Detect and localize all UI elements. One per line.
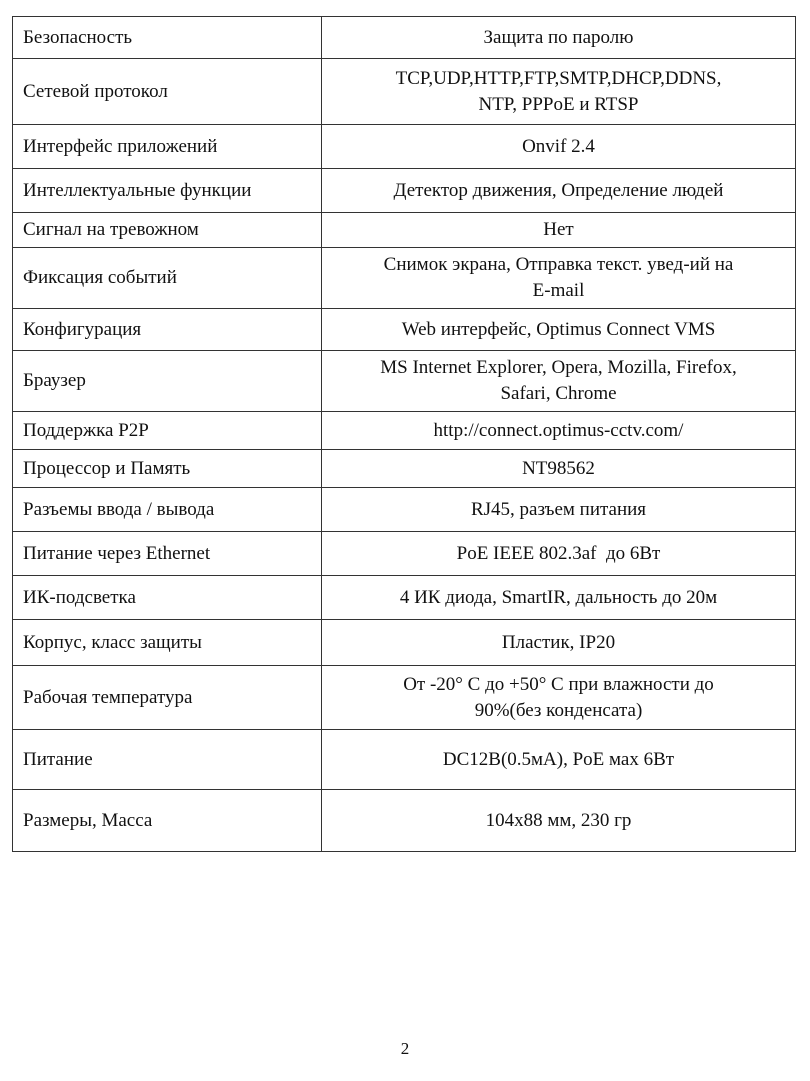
value-line: 90%(без конденсата) bbox=[474, 699, 643, 721]
row-value-app-interface: Onvif 2.4 bbox=[322, 125, 796, 169]
row-value-event-capture bbox=[322, 248, 796, 309]
row-label-event-capture: Фиксация событий bbox=[13, 248, 322, 309]
row-label-configuration: Конфигурация bbox=[13, 309, 322, 351]
table-row bbox=[13, 213, 796, 248]
value-line: MS Internet Explorer, Opera, Mozilla, Firefox, bbox=[380, 357, 737, 378]
row-label-app-interface: Интерфейс приложений bbox=[13, 125, 322, 169]
table-row bbox=[13, 790, 796, 852]
table-row bbox=[13, 730, 796, 790]
row-label-operating-temperature: Рабочая температура bbox=[13, 666, 322, 730]
value-line: TCP,UDP,HTTP,FTP,SMTP,DHCP,DDNS, bbox=[395, 67, 722, 89]
row-label-power: Питание bbox=[13, 730, 322, 790]
row-value-housing: Пластик, IP20 bbox=[322, 620, 796, 666]
row-label-p2p: Поддержка P2P bbox=[13, 412, 322, 450]
table-row bbox=[13, 59, 796, 125]
table-row bbox=[13, 666, 796, 730]
row-label-processor-memory: Процессор и Память bbox=[13, 450, 322, 488]
row-label-browser: Браузер bbox=[13, 351, 322, 412]
table-row bbox=[13, 576, 796, 620]
specifications-table bbox=[12, 16, 796, 852]
table-row bbox=[13, 532, 796, 576]
table-row bbox=[13, 488, 796, 532]
row-label-network-protocol: Сетевой протокол bbox=[13, 59, 322, 125]
table-row bbox=[13, 248, 796, 309]
row-label-smart-functions: Интеллектуальные функции bbox=[13, 169, 322, 213]
row-label-dimensions-weight: Размеры, Масса bbox=[13, 790, 322, 852]
table-row bbox=[13, 17, 796, 59]
row-value-io-connectors: RJ45, разъем питания bbox=[322, 488, 796, 532]
value-line: От -20° С до +50° С при влажности до bbox=[403, 673, 714, 695]
value-line: E-mail bbox=[532, 280, 585, 301]
row-value-network-protocol bbox=[322, 59, 796, 125]
table-row bbox=[13, 169, 796, 213]
table-row bbox=[13, 125, 796, 169]
value-line: Снимок экрана, Отправка текст. увед-ий на bbox=[383, 254, 734, 275]
row-label-alarm-signal: Сигнал на тревожном bbox=[13, 213, 322, 248]
row-value-smart-functions: Детектор движения, Определение людей bbox=[322, 169, 796, 213]
row-value-p2p: http://connect.optimus-cctv.com/ bbox=[322, 412, 796, 450]
table-row bbox=[13, 412, 796, 450]
table-row bbox=[13, 620, 796, 666]
row-label-io-connectors: Разъемы ввода / вывода bbox=[13, 488, 322, 532]
row-value-configuration: Web интерфейс, Optimus Connect VMS bbox=[322, 309, 796, 351]
value-line: NTP, PPPoE и RTSP bbox=[478, 93, 639, 115]
row-value-security: Защита по паролю bbox=[322, 17, 796, 59]
row-label-security: Безопасность bbox=[13, 17, 322, 59]
row-value-dimensions-weight: 104x88 мм, 230 гр bbox=[322, 790, 796, 852]
row-value-operating-temperature bbox=[322, 666, 796, 730]
row-value-processor-memory: NT98562 bbox=[322, 450, 796, 488]
table-row bbox=[13, 450, 796, 488]
page-number: 2 bbox=[400, 1039, 410, 1058]
table-row bbox=[13, 351, 796, 412]
row-label-ir-illumination: ИК-подсветка bbox=[13, 576, 322, 620]
row-label-poe: Питание через Ethernet bbox=[13, 532, 322, 576]
row-value-browser bbox=[322, 351, 796, 412]
row-label-housing: Корпус, класс защиты bbox=[13, 620, 322, 666]
value-line: Safari, Chrome bbox=[500, 383, 617, 404]
row-value-poe: PoE IEEE 802.3af до 6Вт bbox=[322, 532, 796, 576]
row-value-alarm-signal: Нет bbox=[322, 213, 796, 248]
row-value-ir-illumination: 4 ИК диода, SmartIR, дальность до 20м bbox=[322, 576, 796, 620]
table-row bbox=[13, 309, 796, 351]
row-value-power: DC12В(0.5мА), PoE мах 6Вт bbox=[322, 730, 796, 790]
